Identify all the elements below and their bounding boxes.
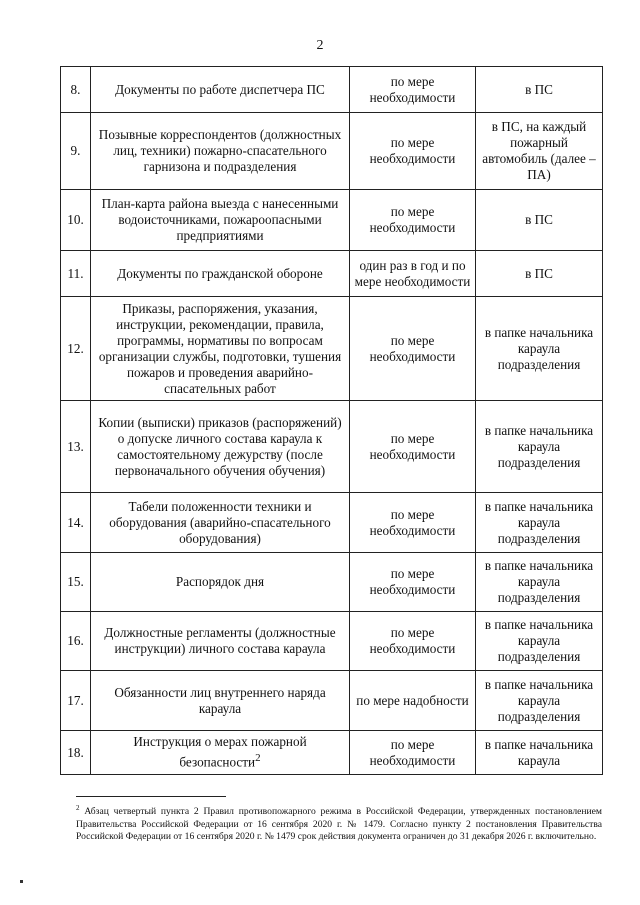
storage-place: в папке начальника караула подразделения bbox=[476, 297, 603, 401]
update-period: по мере необходимости bbox=[350, 612, 476, 671]
update-period: по мере необходимости bbox=[350, 297, 476, 401]
table-row bbox=[61, 553, 603, 612]
footnote-ref: 2 bbox=[255, 752, 261, 765]
update-period: по мере необходимости bbox=[350, 113, 476, 190]
update-period: по мере необходимости bbox=[350, 190, 476, 251]
document-name: План-карта района выезда с нанесенными водоисточниками, пожароопасными предприятиями bbox=[91, 190, 350, 251]
row-number: 18. bbox=[61, 731, 91, 775]
row-number: 11. bbox=[61, 251, 91, 297]
storage-place: в папке начальника караула подразделения bbox=[476, 671, 603, 731]
storage-place: в папке начальника караула подразделения bbox=[476, 553, 603, 612]
storage-place: в ПС bbox=[476, 190, 603, 251]
page-number: 2 bbox=[316, 38, 324, 53]
table-row bbox=[61, 67, 603, 113]
update-period: по мере необходимости bbox=[350, 731, 476, 775]
storage-place: в ПС bbox=[476, 67, 603, 113]
storage-place: в папке начальника караула подразделения bbox=[476, 612, 603, 671]
row-number: 10. bbox=[61, 190, 91, 251]
storage-place: в папке начальника караула подразделения bbox=[476, 493, 603, 553]
footnote-marker: 2 bbox=[76, 804, 80, 812]
update-period: по мере необходимости bbox=[350, 401, 476, 493]
table-row bbox=[61, 612, 603, 671]
table-row bbox=[61, 493, 603, 553]
row-number: 16. bbox=[61, 612, 91, 671]
row-number: 14. bbox=[61, 493, 91, 553]
row-number: 13. bbox=[61, 401, 91, 493]
storage-place: в ПС, на каждый пожарный автомобиль (далее – ПА) bbox=[476, 113, 603, 190]
document-name: Приказы, распоряжения, указания, инструкции, рекомендации, правила, программы, нормативы по вопросам организации службы, подготовки, тушения пожаров и проведения аварийно-спасательных работ bbox=[91, 297, 350, 401]
update-period: по мере необходимости bbox=[350, 67, 476, 113]
storage-place: в папке начальника караула bbox=[476, 731, 603, 775]
update-period: по мере необходимости bbox=[350, 493, 476, 553]
document-name: Копии (выписки) приказов (распоряжений) о допуске личного состава караула к самостоятельному дежурству (после первоначального обучения обучения) bbox=[91, 401, 350, 493]
table-row bbox=[61, 671, 603, 731]
update-period: по мере надобности bbox=[350, 671, 476, 731]
document-name: Позывные корреспондентов (должностных лиц, техники) пожарно-спасательного гарнизона и подразделения bbox=[91, 113, 350, 190]
document-name: Распорядок дня bbox=[91, 553, 350, 612]
scan-dot bbox=[20, 880, 23, 883]
table-row bbox=[61, 190, 603, 251]
storage-place: в ПС bbox=[476, 251, 603, 297]
row-number: 12. bbox=[61, 297, 91, 401]
footnote bbox=[76, 802, 602, 844]
table-row bbox=[61, 113, 603, 190]
table-row bbox=[61, 297, 603, 401]
row-number: 9. bbox=[61, 113, 91, 190]
update-period: один раз в год и по мере необходимости bbox=[350, 251, 476, 297]
footnote-text: Абзац четвертый пункта 2 Правил противопожарного режима в Российской Федерации, утвержденных постановлением Правительства Российской Федерации от 16 сентября 2020 г. № 1479. Согласно пункту 2 постановления Правительства Российской Федерации от 16 сентября 2020 г. № 1479 срок действия документа ограничен до 31 декабря 2026 г. включительно. bbox=[76, 806, 603, 843]
document-name: Табели положенности техники и оборудования (аварийно-спасательного оборудования) bbox=[91, 493, 350, 553]
documents-table bbox=[60, 66, 603, 775]
document-name: Документы по работе диспетчера ПС bbox=[91, 67, 350, 113]
document-name: Обязанности лиц внутреннего наряда караула bbox=[91, 671, 350, 731]
row-number: 15. bbox=[61, 553, 91, 612]
storage-place: в папке начальника караула подразделения bbox=[476, 401, 603, 493]
update-period: по мере необходимости bbox=[350, 553, 476, 612]
document-name: Должностные регламенты (должностные инструкции) личного состава караула bbox=[91, 612, 350, 671]
document-name bbox=[91, 731, 350, 775]
table-row bbox=[61, 731, 603, 775]
table-row bbox=[61, 401, 603, 493]
row-number: 17. bbox=[61, 671, 91, 731]
document-name-text: Инструкция о мерах пожарной безопасности bbox=[133, 734, 307, 770]
footnote-separator bbox=[76, 796, 226, 797]
row-number: 8. bbox=[61, 67, 91, 113]
document-name: Документы по гражданской обороне bbox=[91, 251, 350, 297]
table-row bbox=[61, 251, 603, 297]
